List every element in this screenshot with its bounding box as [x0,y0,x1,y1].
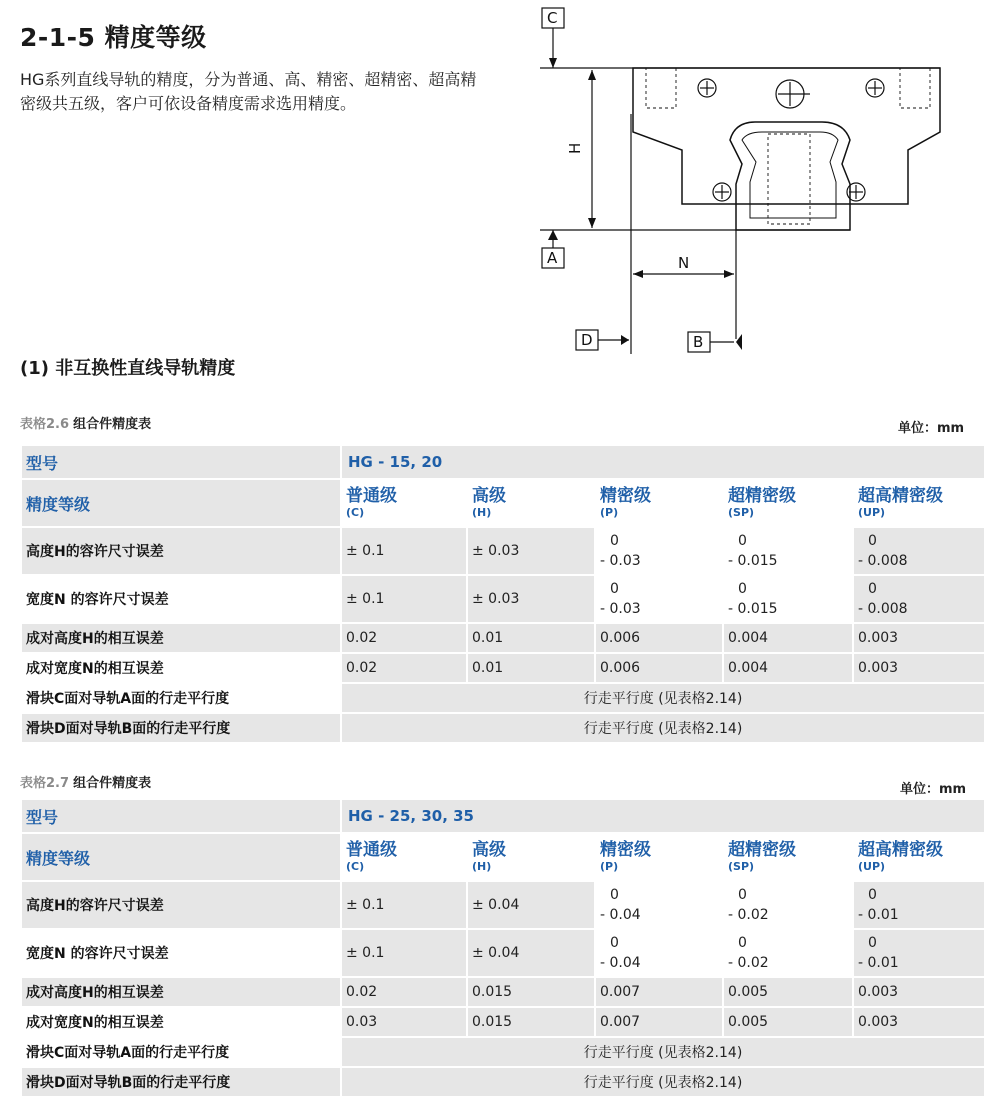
intro-paragraph: HG系列直线导轨的精度，分为普通、高、精密、超精密、超高精密级共五级，客户可依设备精度需求选用精度。 [20,70,477,113]
cell-p: 0.007 [596,1008,722,1036]
cell-p: 0.006 [596,624,722,652]
model-value: HG - 25, 30, 35 [342,800,984,832]
span-cell: 行走平行度 (见表格2.14) [342,1038,984,1066]
table-row [22,1038,984,1066]
cell-sp: 0 - 0.02 [724,882,852,928]
table-row [22,624,984,652]
cell-c: ± 0.1 [342,528,466,574]
label-n: N [678,254,690,272]
grade-p: 精密级 (P) [596,834,722,880]
model-label: 型号 [22,800,340,832]
grade-up: 超高精密级 (UP) [854,834,984,880]
cell-h: 0.01 [468,624,594,652]
cell-h: ± 0.03 [468,576,594,622]
cell-p: 0.007 [596,978,722,1006]
cell-up: 0 - 0.008 [854,528,984,574]
cell-c: ± 0.1 [342,576,466,622]
cell-up: 0 - 0.01 [854,882,984,928]
grade-label: 精度等级 [22,480,340,526]
cell-sp: 0.005 [724,978,852,1006]
table-row [22,930,984,976]
grade-sp: 超精密级 (SP) [724,834,852,880]
table-row [22,684,984,712]
cell-h: 0.015 [468,978,594,1006]
cell-c: 0.02 [342,624,466,652]
span-cell: 行走平行度 (见表格2.14) [342,714,984,742]
table-caption [20,772,151,791]
cell-up: 0 - 0.01 [854,930,984,976]
grade-up: 超高精密级 (UP) [854,480,984,526]
cell-c: 0.03 [342,1008,466,1036]
guide-cross-section-diagram [530,4,980,356]
row-label: 成对宽度N的相互误差 [22,654,340,682]
accuracy-table-hg25-35 [20,798,986,1098]
cell-up: 0.003 [854,1008,984,1036]
row-label: 高度H的容许尺寸误差 [22,882,340,928]
section-title: 2-1-5 精度等级 [20,23,207,52]
cell-c: 0.02 [342,654,466,682]
row-label: 成对宽度N的相互误差 [22,1008,340,1036]
cell-sp: 0.005 [724,1008,852,1036]
table-row [22,1068,984,1096]
table-row [22,528,984,574]
table-row [22,714,984,742]
cell-p: 0.006 [596,654,722,682]
cell-h: ± 0.04 [468,882,594,928]
cell-up: 0 - 0.008 [854,576,984,622]
row-label: 成对高度H的相互误差 [22,624,340,652]
cell-c: 0.02 [342,978,466,1006]
unit-label: 单位：mm [898,421,965,436]
caption-number: 表格2.7 [20,776,70,791]
grade-h: 高级 (H) [468,834,594,880]
cell-up: 0.003 [854,654,984,682]
cell-sp: 0 - 0.015 [724,576,852,622]
label-d: D [581,331,593,349]
label-h: H [566,142,584,154]
model-value: HG - 15, 20 [342,446,984,478]
unit-label: 单位：mm [900,782,967,797]
cell-up: 0.003 [854,978,984,1006]
cell-p: 0 - 0.04 [596,930,722,976]
table-row [22,978,984,1006]
subsection-title: (1) 非互换性直线导轨精度 [20,358,236,379]
cell-h: 0.01 [468,654,594,682]
grade-c: 普通级 (C) [342,834,466,880]
cell-p: 0 - 0.03 [596,528,722,574]
grade-c: 普通级 (C) [342,480,466,526]
grade-sp: 超精密级 (SP) [724,480,852,526]
table-row [22,654,984,682]
cell-h: ± 0.03 [468,528,594,574]
cell-sp: 0 - 0.02 [724,930,852,976]
row-label: 成对高度H的相互误差 [22,978,340,1006]
row-label: 宽度N 的容许尺寸误差 [22,576,340,622]
cell-c: ± 0.1 [342,882,466,928]
accuracy-table-hg15-20 [20,444,986,744]
model-label: 型号 [22,446,340,478]
label-b: B [693,333,704,351]
span-cell: 行走平行度 (见表格2.14) [342,1068,984,1096]
cell-p: 0 - 0.03 [596,576,722,622]
cell-p: 0 - 0.04 [596,882,722,928]
caption-name: 组合件精度表 [73,417,152,432]
grade-p: 精密级 (P) [596,480,722,526]
cell-h: 0.015 [468,1008,594,1036]
row-label: 高度H的容许尺寸误差 [22,528,340,574]
label-c: C [547,9,558,27]
row-label: 滑块C面对导轨A面的行走平行度 [22,1038,340,1066]
cell-sp: 0.004 [724,624,852,652]
cell-sp: 0.004 [724,654,852,682]
cell-h: ± 0.04 [468,930,594,976]
table-row [22,576,984,622]
cell-up: 0.003 [854,624,984,652]
grade-h: 高级 (H) [468,480,594,526]
caption-name: 组合件精度表 [73,776,152,791]
span-cell: 行走平行度 (见表格2.14) [342,684,984,712]
label-a: A [547,249,558,267]
row-label: 滑块C面对导轨A面的行走平行度 [22,684,340,712]
table-row [22,1008,984,1036]
table-row [22,882,984,928]
table-caption [20,413,151,432]
grade-label: 精度等级 [22,834,340,880]
row-label: 滑块D面对导轨B面的行走平行度 [22,1068,340,1096]
caption-number: 表格2.6 [20,417,70,432]
row-label: 滑块D面对导轨B面的行走平行度 [22,714,340,742]
cell-sp: 0 - 0.015 [724,528,852,574]
row-label: 宽度N 的容许尺寸误差 [22,930,340,976]
cell-c: ± 0.1 [342,930,466,976]
